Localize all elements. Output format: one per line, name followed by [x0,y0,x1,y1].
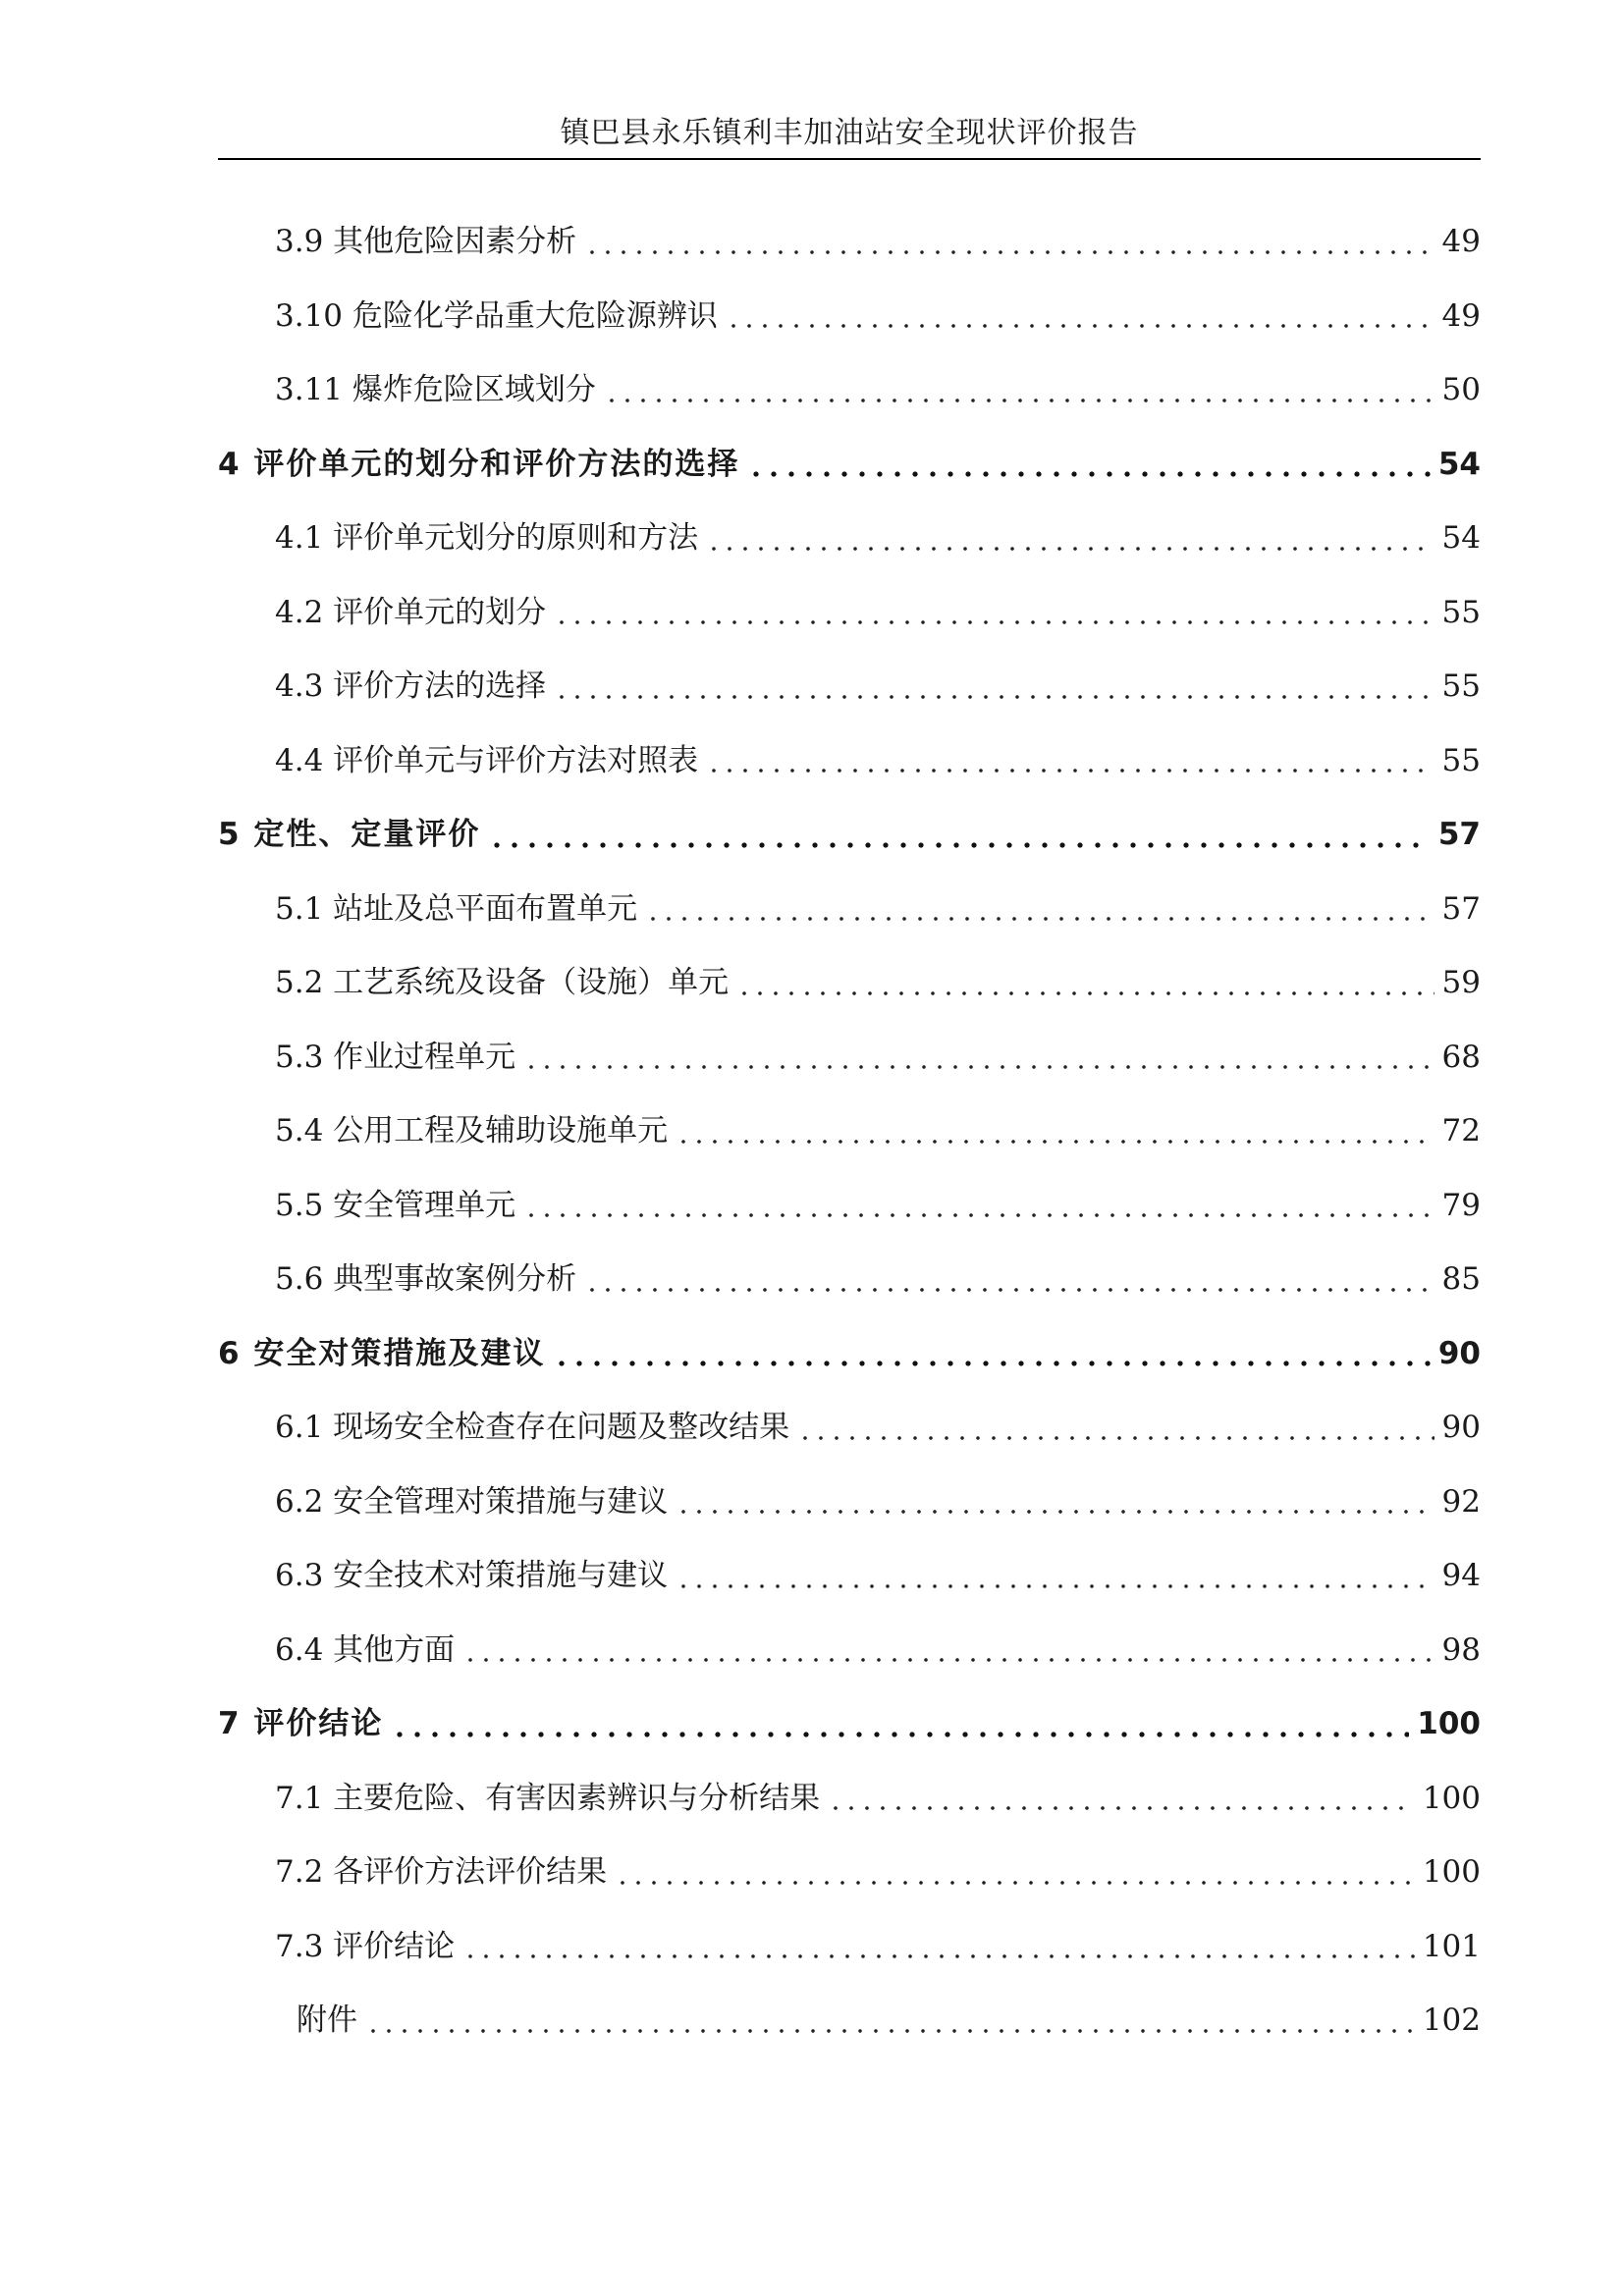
toc-entry-section[interactable] [218,1836,1481,1910]
toc-dot-leader [726,323,1435,329]
toc-entry-chapter[interactable] [218,1687,1481,1762]
toc-entry-title: 4.2 评价单元的划分 [275,594,547,630]
toc-dot-leader [615,1880,1415,1886]
toc-dot-leader [676,1139,1434,1145]
toc-dot-leader [706,768,1434,774]
toc-dot-leader [523,1064,1434,1070]
toc-entry-title: 5.2 工艺系统及设备（设施）单元 [275,965,730,1000]
toc-entry-page-number: 50 [1441,372,1481,407]
toc-entry-title: 4.1 评价单元划分的原则和方法 [275,520,699,556]
toc-entry-page-number: 92 [1441,1483,1481,1520]
toc-entry-page-number: 100 [1422,1854,1481,1890]
toc-entry-page-number: 100 [1422,1780,1481,1816]
toc-dot-leader [828,1805,1415,1811]
toc-dot-leader [584,249,1434,255]
toc-entry-appendix[interactable] [218,1984,1481,2058]
toc-entry-page-number: 94 [1441,1558,1481,1593]
toc-entry-page-number: 90 [1437,1335,1481,1371]
toc-entry-page-number: 49 [1441,224,1481,259]
toc-dot-leader [553,1361,1430,1366]
toc-entry-section[interactable] [218,873,1481,947]
toc-entry-page-number: 79 [1441,1187,1481,1223]
toc-entry-title: 3.11 爆炸危险区域划分 [275,372,596,407]
toc-dot-leader [676,1509,1434,1515]
toc-dot-leader [488,842,1430,848]
toc-dot-leader [584,1287,1434,1293]
toc-entry-page-number: 101 [1422,1928,1481,1964]
toc-entry-section[interactable] [218,1169,1481,1244]
toc-entry-section[interactable] [218,576,1481,651]
toc-entry-title: 7.2 各评价方法评价结果 [275,1854,608,1890]
toc-entry-title: 7.3 评价结论 [275,1928,456,1964]
toc-entry-title: 5.4 公用工程及辅助设施单元 [275,1113,669,1148]
toc-entry-section[interactable] [218,280,1481,354]
toc-entry-chapter[interactable] [218,1317,1481,1392]
toc-entry-page-number: 54 [1437,446,1481,482]
toc-dot-leader [462,1953,1415,1959]
toc-entry-section[interactable] [218,1910,1481,1985]
toc-entry-title: 6.1 现场安全检查存在问题及整改结果 [275,1410,790,1445]
toc-entry-page-number: 57 [1441,890,1481,927]
toc-dot-leader [676,1583,1434,1589]
toc-entry-page-number: 90 [1441,1410,1481,1445]
toc-entry-section[interactable] [218,724,1481,799]
toc-entry-title: 附件 [297,2002,357,2038]
toc-entry-page-number: 57 [1437,817,1481,852]
toc-entry-page-number: 54 [1441,520,1481,556]
toc-entry-chapter[interactable] [218,798,1481,873]
toc-dot-leader [391,1732,1409,1737]
toc-entry-section[interactable] [218,1243,1481,1317]
toc-entry-title: 5 定性、定量评价 [218,817,481,852]
toc-dot-leader [523,1212,1434,1218]
toc-entry-title: 6.3 安全技术对策措施与建议 [275,1558,669,1593]
toc-entry-section[interactable] [218,353,1481,428]
toc-entry-title: 7.1 主要危险、有害因素辨识与分析结果 [275,1780,821,1816]
toc-entry-section[interactable] [218,1539,1481,1614]
toc-entry-title: 7 评价结论 [218,1706,384,1741]
toc-entry-title: 4.3 评价方法的选择 [275,668,547,704]
toc-entry-page-number: 49 [1441,297,1481,334]
toc-dot-leader [706,546,1434,552]
toc-entry-title: 6 安全对策措施及建议 [218,1335,546,1371]
toc-entry-page-number: 68 [1441,1039,1481,1075]
table-of-contents [218,205,1481,2058]
toc-dot-leader [462,1657,1434,1663]
toc-entry-section[interactable] [218,1466,1481,1540]
toc-entry-page-number: 59 [1441,965,1481,1000]
toc-dot-leader [554,619,1434,625]
toc-entry-section[interactable] [218,1614,1481,1688]
toc-entry-section[interactable] [218,946,1481,1021]
toc-entry-page-number: 85 [1441,1261,1481,1297]
toc-dot-leader [604,398,1435,403]
toc-entry-page-number: 102 [1422,2002,1481,2038]
toc-dot-leader [645,916,1434,922]
toc-entry-title: 5.1 站址及总平面布置单元 [275,890,638,927]
toc-entry-title: 6.4 其他方面 [275,1631,456,1668]
toc-dot-leader [797,1435,1434,1441]
toc-entry-section[interactable] [218,650,1481,724]
page-header-title: 镇巴县永乐镇利丰加油站安全现状评价报告 [560,116,1139,150]
toc-entry-chapter[interactable] [218,428,1481,503]
toc-entry-page-number: 55 [1441,594,1481,630]
toc-dot-leader [365,2028,1415,2034]
toc-entry-title: 6.2 安全管理对策措施与建议 [275,1483,669,1520]
toc-entry-title: 4.4 评价单元与评价方法对照表 [275,742,699,778]
toc-entry-title: 5.5 安全管理单元 [275,1187,516,1223]
header-divider [218,158,1481,160]
toc-entry-section[interactable] [218,1095,1481,1169]
toc-entry-page-number: 72 [1441,1113,1481,1148]
toc-entry-section[interactable] [218,1021,1481,1095]
toc-entry-page-number: 55 [1441,742,1481,778]
toc-entry-section[interactable] [218,205,1481,280]
toc-entry-section[interactable] [218,502,1481,576]
toc-dot-leader [747,471,1430,477]
toc-entry-section[interactable] [218,1391,1481,1466]
toc-entry-page-number: 55 [1441,668,1481,704]
toc-entry-title: 5.3 作业过程单元 [275,1039,516,1075]
toc-entry-title: 3.10 危险化学品重大危险源辨识 [275,297,718,334]
toc-entry-page-number: 100 [1417,1706,1481,1741]
toc-dot-leader [554,694,1434,700]
toc-entry-title: 5.6 典型事故案例分析 [275,1261,577,1297]
toc-entry-title: 3.9 其他危险因素分析 [275,224,577,259]
toc-entry-title: 4 评价单元的划分和评价方法的选择 [218,446,740,482]
toc-entry-page-number: 98 [1441,1631,1481,1668]
toc-entry-section[interactable] [218,1762,1481,1837]
toc-dot-leader [736,990,1434,996]
